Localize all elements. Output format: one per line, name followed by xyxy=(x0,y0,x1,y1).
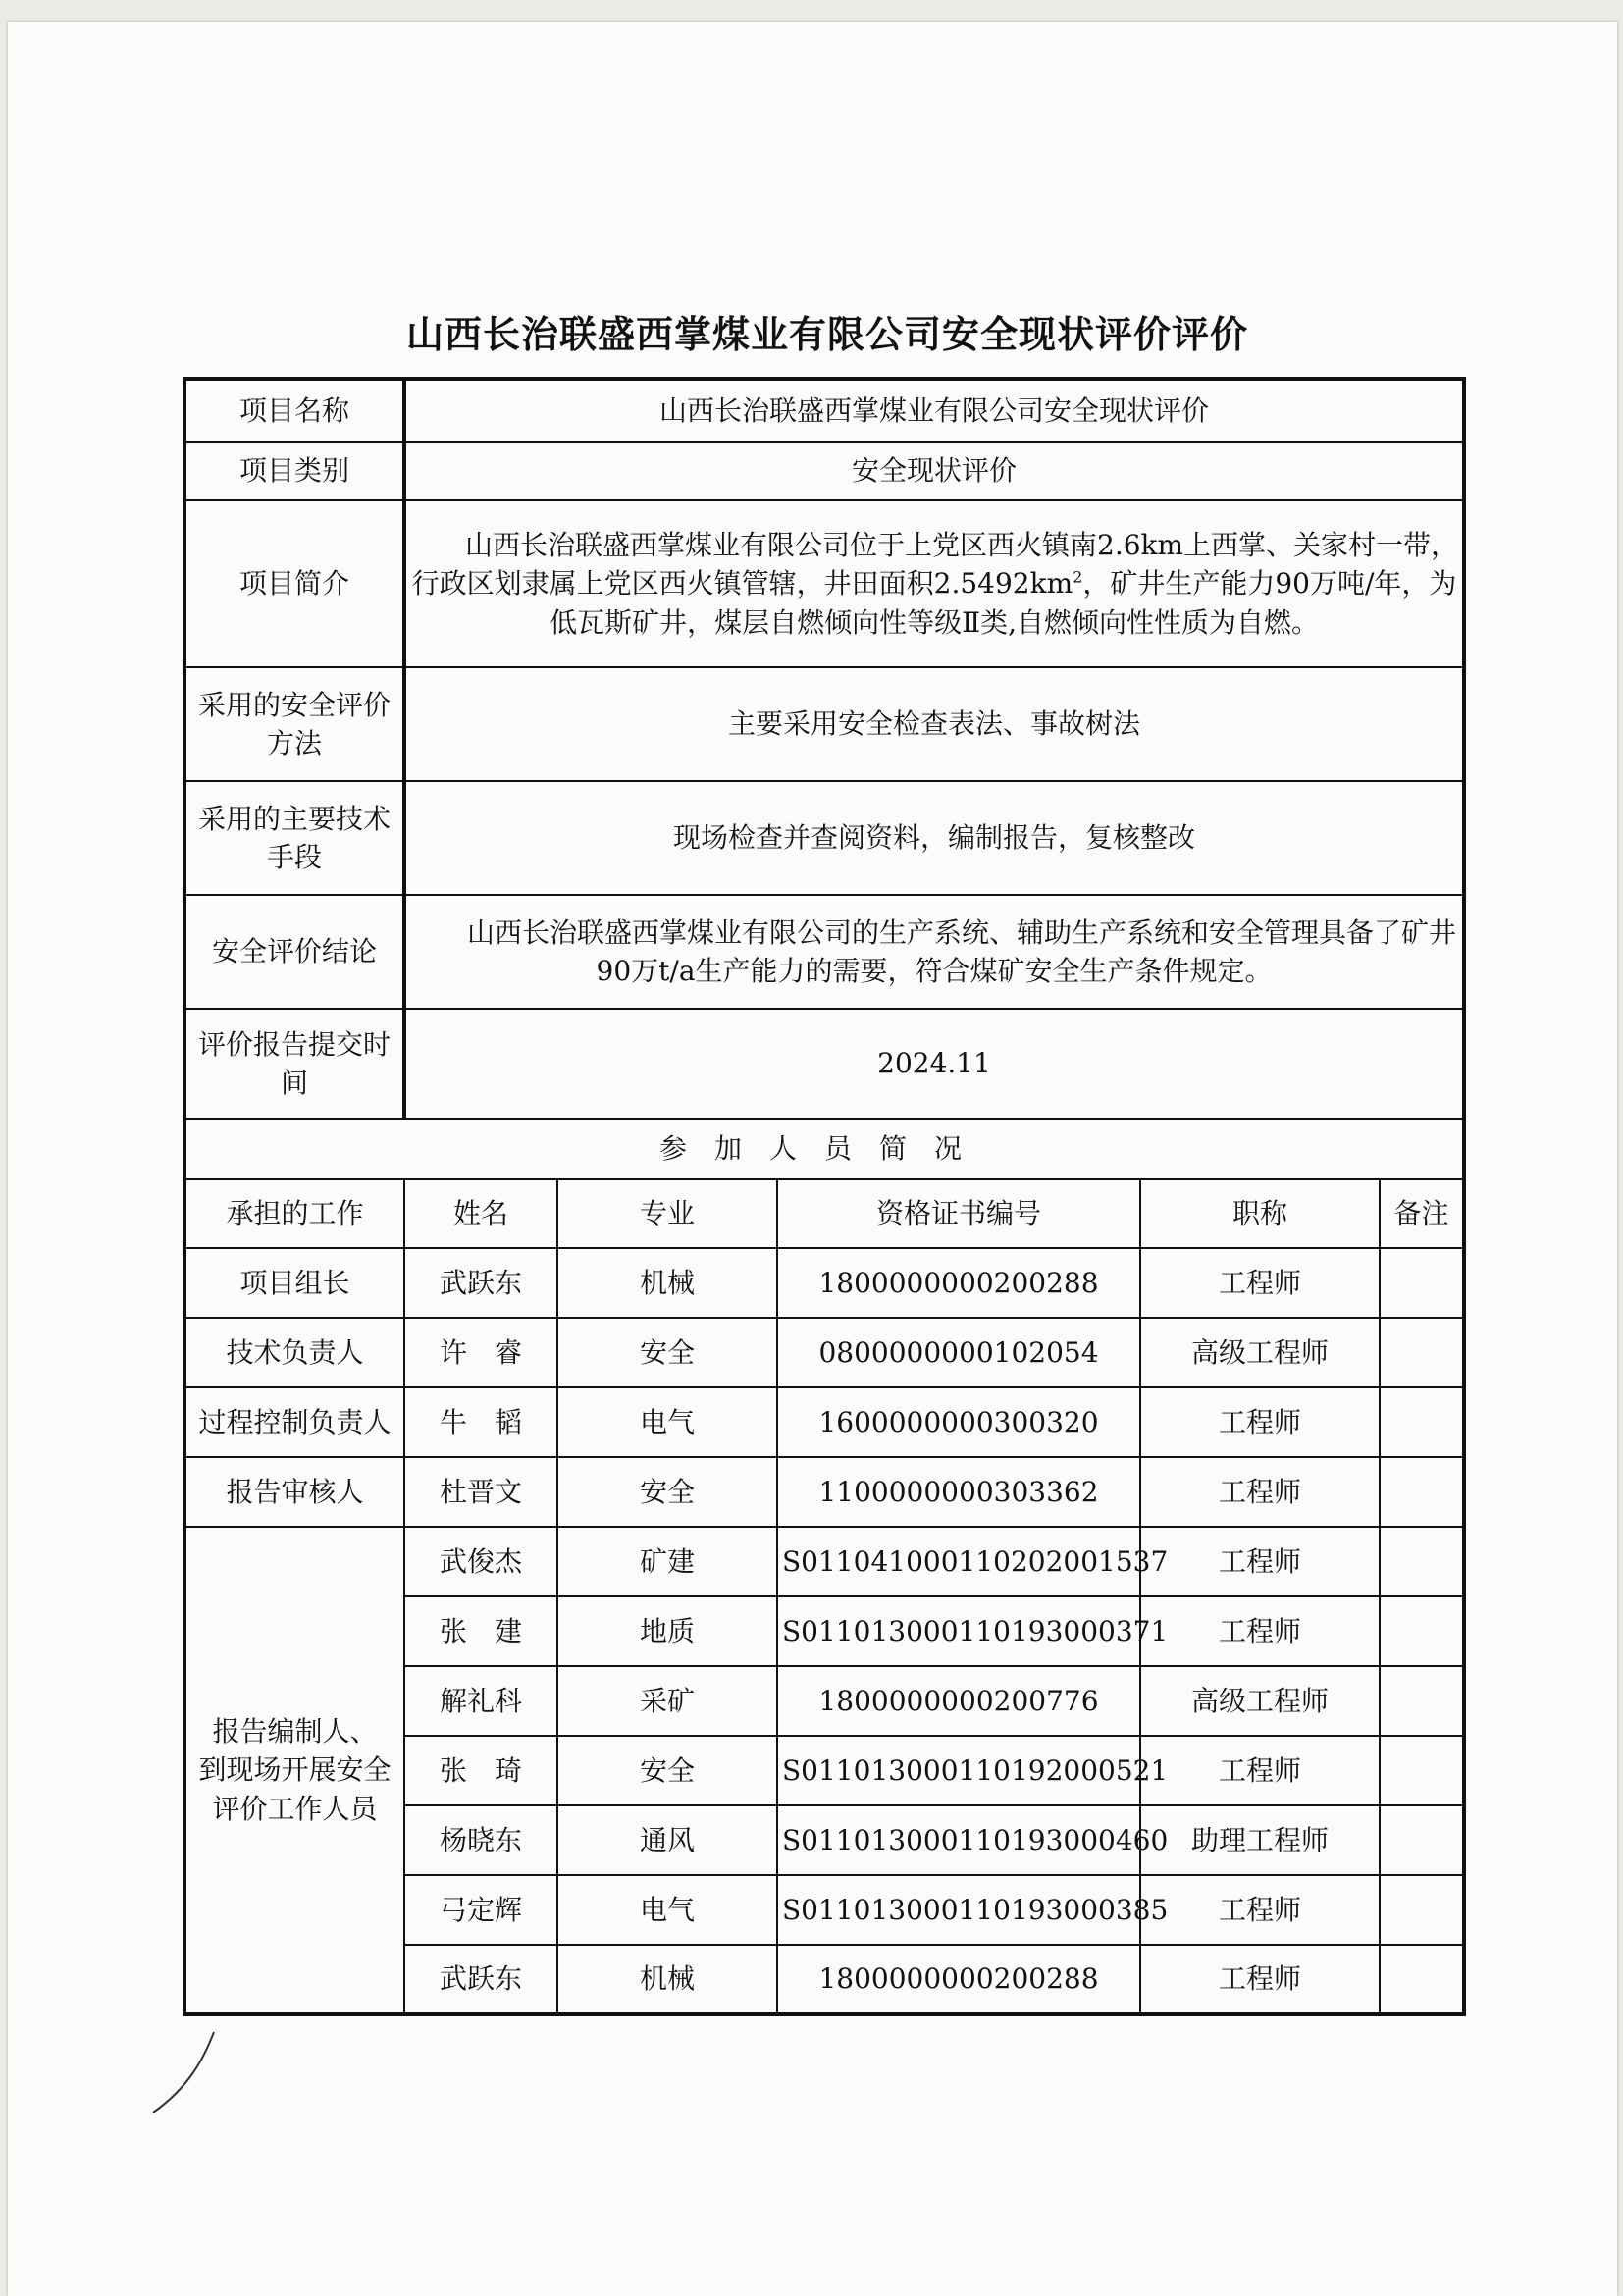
header-work: 承担的工作 xyxy=(184,1179,404,1248)
value-submit-date: 2024.11 xyxy=(404,1009,1464,1119)
person-name: 张 琦 xyxy=(404,1736,557,1805)
value-project-category: 安全现状评价 xyxy=(404,442,1464,500)
person-name: 杨晓东 xyxy=(404,1805,557,1875)
row-conclusion xyxy=(184,895,1464,1009)
person-cert: 1800000000200776 xyxy=(777,1666,1140,1736)
person-major: 采矿 xyxy=(557,1666,777,1736)
header-note: 备注 xyxy=(1380,1179,1464,1248)
person-cert: 1600000000300320 xyxy=(777,1387,1140,1457)
header-cert: 资格证书编号 xyxy=(777,1179,1140,1248)
person-major: 安全 xyxy=(557,1318,777,1387)
label-project-category: 项目类别 xyxy=(184,442,404,500)
role-report-writers: 报告编制人、 到现场开展安全 评价工作人员 xyxy=(184,1527,404,2014)
person-note xyxy=(1380,1736,1464,1805)
row-eval-method xyxy=(184,667,1464,781)
row-personnel-heading xyxy=(184,1119,1464,1179)
table-row xyxy=(184,1248,1464,1318)
label-eval-method: 采用的安全评价 方法 xyxy=(184,667,404,781)
person-cert: S011013000110193000371 xyxy=(777,1596,1140,1666)
person-name: 武跃东 xyxy=(404,1248,557,1318)
person-major: 机械 xyxy=(557,1945,777,2014)
person-name: 解礼科 xyxy=(404,1666,557,1736)
conclusion-paragraph: 山西长治联盛西掌煤业有限公司的生产系统、辅助生产系统和安全管理具备了矿井90万t/a生产能力的需要，符合煤矿安全生产条件规定。 xyxy=(467,915,1457,987)
person-cert: 1800000000200288 xyxy=(777,1248,1140,1318)
header-major: 专业 xyxy=(557,1179,777,1248)
label-project-intro: 项目简介 xyxy=(184,500,404,667)
table-row xyxy=(184,1318,1464,1387)
person-note xyxy=(1380,1875,1464,1945)
person-cert: S011041000110202001537 xyxy=(777,1527,1140,1596)
evaluation-table xyxy=(183,377,1466,2016)
row-project-name xyxy=(184,379,1464,442)
person-note xyxy=(1380,1387,1464,1457)
label-project-name: 项目名称 xyxy=(184,379,404,442)
row-project-category xyxy=(184,442,1464,500)
person-major: 电气 xyxy=(557,1875,777,1945)
value-project-name: 山西长治联盛西掌煤业有限公司安全现状评价 xyxy=(404,379,1464,442)
person-note xyxy=(1380,1457,1464,1527)
person-major: 电气 xyxy=(557,1387,777,1457)
label-conclusion: 安全评价结论 xyxy=(184,895,404,1009)
person-major: 机械 xyxy=(557,1248,777,1318)
role-tech-lead: 技术负责人 xyxy=(184,1318,404,1387)
person-title: 工程师 xyxy=(1140,1457,1380,1527)
superscript-two: 2 xyxy=(1073,568,1083,588)
role-process-control: 过程控制负责人 xyxy=(184,1387,404,1457)
person-title: 高级工程师 xyxy=(1140,1666,1380,1736)
person-name: 武俊杰 xyxy=(404,1527,557,1596)
value-eval-method: 主要采用安全检查表法、事故树法 xyxy=(404,667,1464,781)
value-tech-means: 现场检查并查阅资料，编制报告，复核整改 xyxy=(404,781,1464,895)
person-title: 工程师 xyxy=(1140,1945,1380,2014)
label-submit-date: 评价报告提交时 间 xyxy=(184,1009,404,1119)
person-cert: S011013000110192000521 xyxy=(777,1736,1140,1805)
person-major: 地质 xyxy=(557,1596,777,1666)
person-title: 工程师 xyxy=(1140,1736,1380,1805)
document-title: 山西长治联盛西掌煤业有限公司安全现状评价评价 xyxy=(405,312,1248,356)
person-note xyxy=(1380,1248,1464,1318)
person-title: 工程师 xyxy=(1140,1596,1380,1666)
value-conclusion xyxy=(404,895,1464,1009)
person-cert: S011013000110193000460 xyxy=(777,1805,1140,1875)
person-note xyxy=(1380,1596,1464,1666)
person-note xyxy=(1380,1318,1464,1387)
table-row xyxy=(184,1457,1464,1527)
header-title: 职称 xyxy=(1140,1179,1380,1248)
role-report-reviewer: 报告审核人 xyxy=(184,1457,404,1527)
person-name: 牛 韬 xyxy=(404,1387,557,1457)
person-name: 武跃东 xyxy=(404,1945,557,2014)
person-note xyxy=(1380,1666,1464,1736)
person-cert: 0800000000102054 xyxy=(777,1318,1140,1387)
person-title: 工程师 xyxy=(1140,1875,1380,1945)
person-name: 弓定辉 xyxy=(404,1875,557,1945)
person-title: 工程师 xyxy=(1140,1248,1380,1318)
pen-mark xyxy=(145,2028,224,2116)
personnel-heading: 参加人员简况 xyxy=(184,1119,1464,1179)
person-major: 矿建 xyxy=(557,1527,777,1596)
person-name: 杜晋文 xyxy=(404,1457,557,1527)
person-title: 工程师 xyxy=(1140,1387,1380,1457)
role-project-leader: 项目组长 xyxy=(184,1248,404,1318)
personnel-header-row xyxy=(184,1179,1464,1248)
person-note xyxy=(1380,1805,1464,1875)
header-name: 姓名 xyxy=(404,1179,557,1248)
person-cert: 1800000000200288 xyxy=(777,1945,1140,2014)
row-submit-date xyxy=(184,1009,1464,1119)
person-note xyxy=(1380,1527,1464,1596)
person-note xyxy=(1380,1945,1464,2014)
table-row xyxy=(184,1387,1464,1457)
person-title: 助理工程师 xyxy=(1140,1805,1380,1875)
person-name: 许 睿 xyxy=(404,1318,557,1387)
row-tech-means xyxy=(184,781,1464,895)
row-project-intro xyxy=(184,500,1464,667)
person-major: 安全 xyxy=(557,1736,777,1805)
person-major: 通风 xyxy=(557,1805,777,1875)
person-cert: S011013000110193000385 xyxy=(777,1875,1140,1945)
value-project-intro xyxy=(404,500,1464,667)
person-name: 张 建 xyxy=(404,1596,557,1666)
intro-paragraph: 山西长治联盛西掌煤业有限公司位于上党区西火镇南2.6km上西掌、关家村一带，行政区划隶属上党区西火镇管辖，井田面积$2.5492km^2$，矿井生产能力90万吨/年，为低瓦斯矿井，煤层自燃倾向性等级Ⅱ类,自燃倾向性性质为自燃。 xyxy=(411,529,1459,639)
person-cert: 1100000000303362 xyxy=(777,1457,1140,1527)
person-title: 工程师 xyxy=(1140,1527,1380,1596)
table-row xyxy=(184,1527,1464,1596)
person-title: 高级工程师 xyxy=(1140,1318,1380,1387)
label-tech-means: 采用的主要技术 手段 xyxy=(184,781,404,895)
person-major: 安全 xyxy=(557,1457,777,1527)
document-page xyxy=(8,22,1617,2296)
